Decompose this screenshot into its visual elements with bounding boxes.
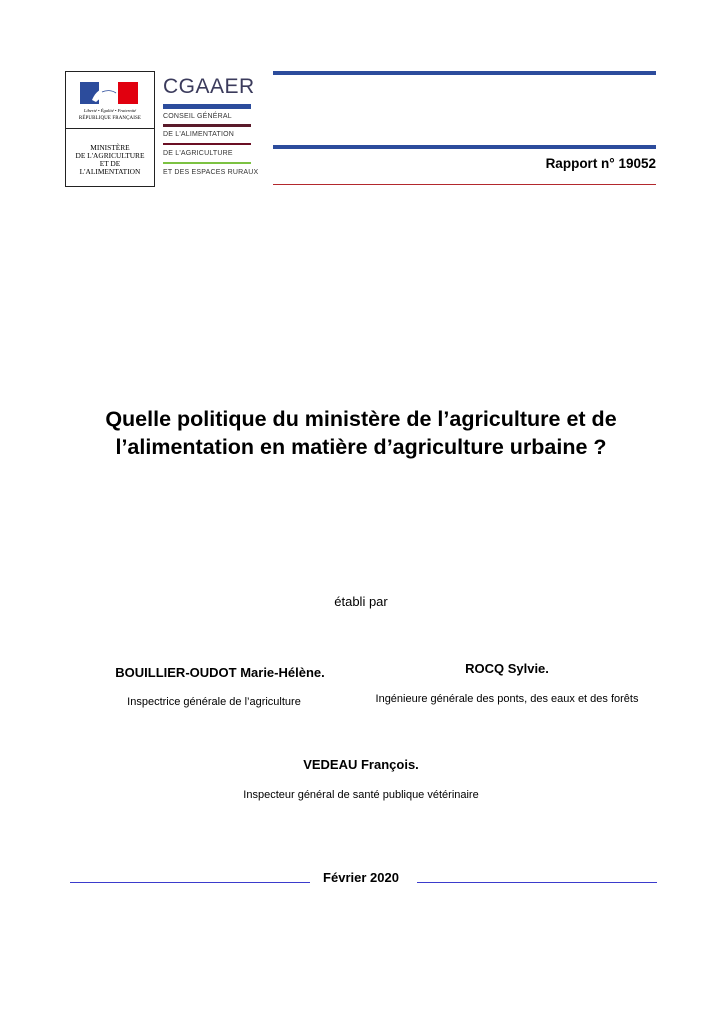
cgaaer-bar-red bbox=[163, 143, 251, 145]
author-2-role: Ingénieure générale des ponts, des eaux et des forêts bbox=[375, 693, 639, 705]
footer-line-right bbox=[417, 882, 657, 883]
author-1-name: BOUILLIER-OUDOT Marie-Hélène. bbox=[115, 665, 325, 680]
author-3-role: Inspecteur général de santé publique vétérinaire bbox=[243, 789, 479, 801]
report-date: Février 2020 bbox=[323, 870, 399, 885]
cgaaer-name: CGAAER bbox=[163, 75, 255, 98]
cgaaer-line-2: DE L'ALIMENTATION bbox=[163, 131, 234, 138]
author-2-name: ROCQ Sylvie. bbox=[465, 661, 549, 676]
header-bottom-line bbox=[273, 184, 656, 185]
ministry-logo bbox=[65, 71, 155, 187]
title-line-1: Quelle politique du ministère de l’agriculture et de bbox=[105, 407, 617, 431]
ministry-line-2: DE L'AGRICULTURE bbox=[75, 151, 145, 160]
cgaaer-bar-green bbox=[163, 162, 251, 164]
report-number: Rapport n° 19052 bbox=[545, 156, 656, 171]
page-title bbox=[40, 405, 682, 461]
ministry-line-4: L'ALIMENTATION bbox=[79, 167, 141, 176]
author-1-role: Inspectrice générale de l’agriculture bbox=[127, 696, 301, 708]
cgaaer-line-4: ET DES ESPACES RURAUX bbox=[163, 169, 259, 176]
ministry-line-3: ET DE bbox=[99, 159, 121, 168]
header-mid-line bbox=[273, 145, 656, 149]
author-3-name: VEDEAU François. bbox=[303, 757, 419, 772]
ministry-line-1: MINISTÈRE bbox=[90, 143, 130, 152]
header-top-line bbox=[273, 71, 656, 75]
established-by: établi par bbox=[334, 594, 388, 609]
motto: Liberté • Égalité • Fraternité bbox=[83, 108, 137, 113]
marianne-logo-icon bbox=[74, 80, 144, 106]
cgaaer-logo bbox=[163, 71, 259, 187]
cgaaer-line-3: DE L'AGRICULTURE bbox=[163, 150, 233, 157]
cgaaer-bar-blue bbox=[163, 104, 251, 109]
cgaaer-line-1: CONSEIL GÉNÉRAL bbox=[163, 113, 232, 120]
republique-label: RÉPUBLIQUE FRANÇAISE bbox=[78, 116, 142, 121]
cgaaer-bar-dark bbox=[163, 124, 251, 127]
title-line-2: l’alimentation en matière d’agriculture urbaine ? bbox=[115, 435, 607, 459]
